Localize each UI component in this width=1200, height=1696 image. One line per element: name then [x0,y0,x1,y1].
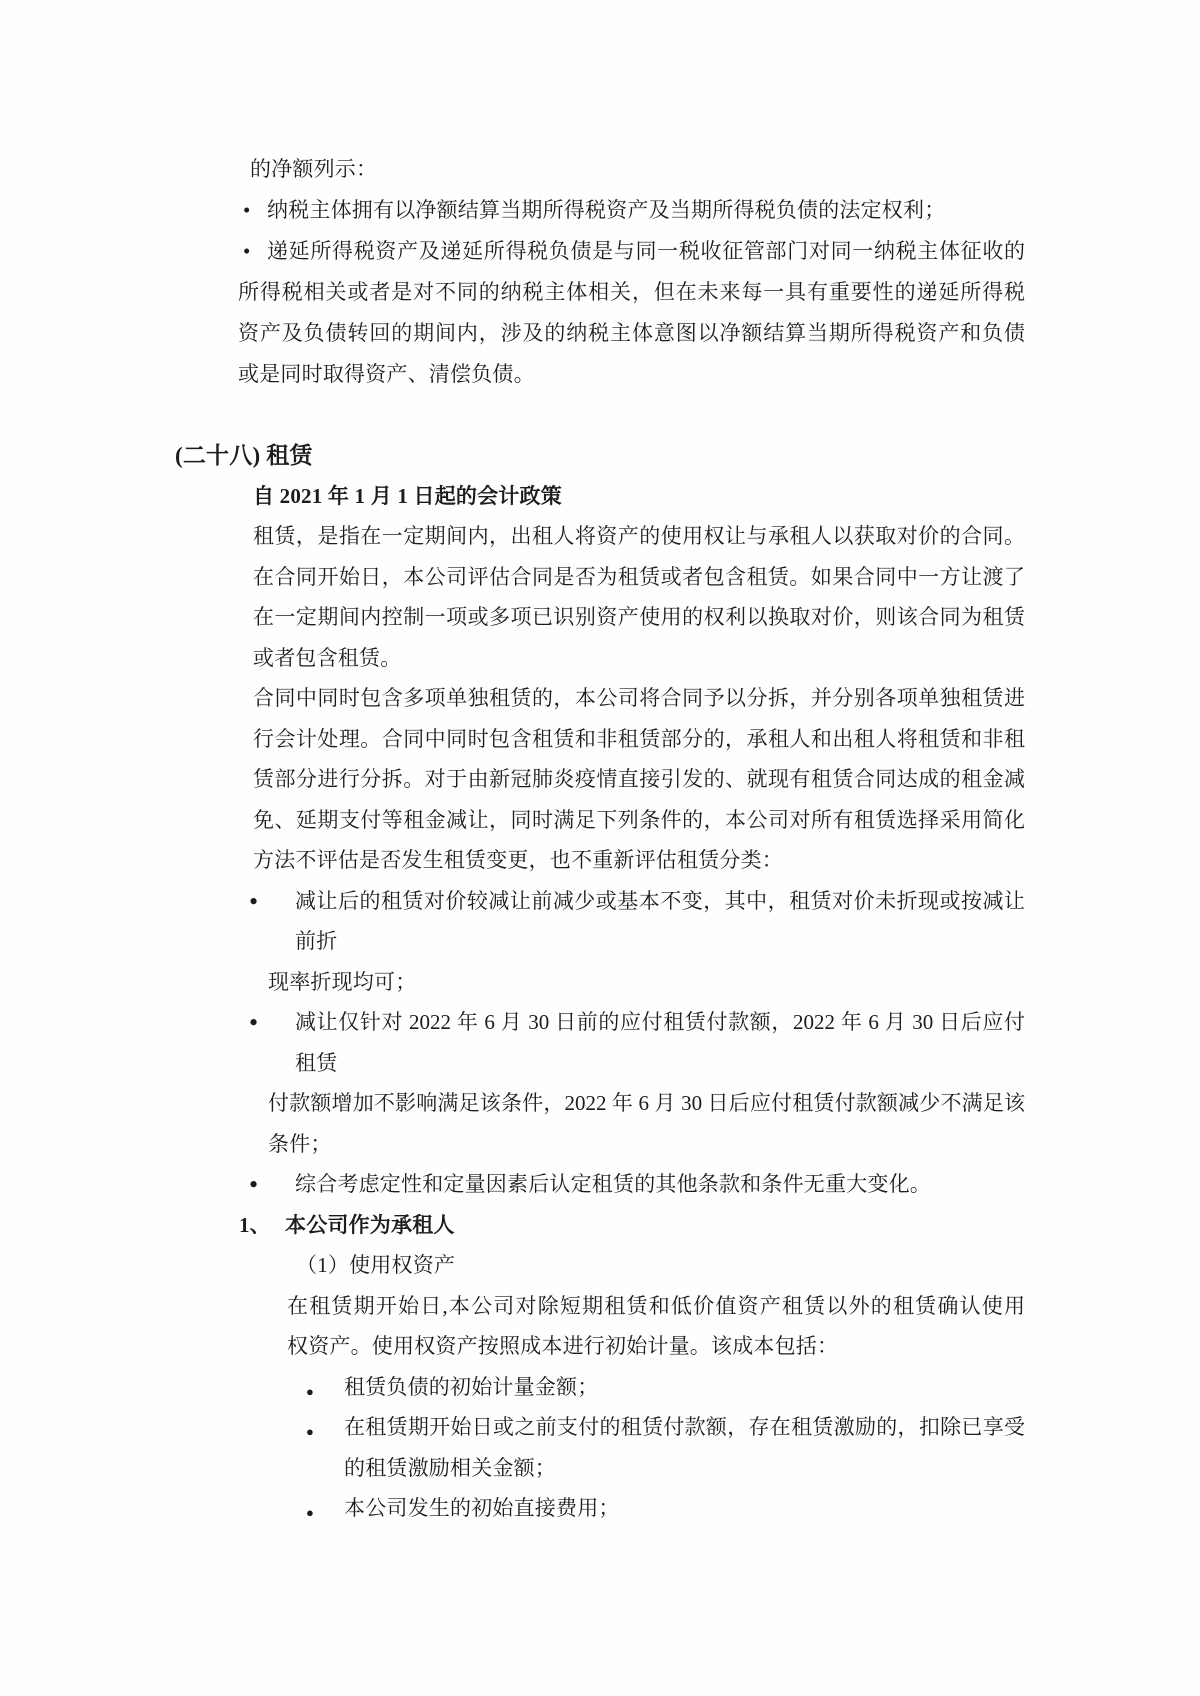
bullet-icon: ● [306,1505,314,1520]
text-line: 合同中同时包含多项单独租赁的，本公司将合同予以分拆，并分别各项单独租赁进 [253,686,1025,710]
text-line: 本公司作为承租人 [285,1212,455,1237]
text-line: 现率折现均可； [268,969,417,994]
text-line: 租赁 [295,1050,338,1075]
text-line: 在一定期间内控制一项或多项已识别资产使用的权利以换取对价，则该合同为租赁 [253,605,1025,629]
text-line: 减让仅针对 2022 年 6 月 30 日前的应付租赁付款额，2022 年 6 月 30 日后应付 [295,1010,1025,1034]
list-number: 1、 [239,1212,271,1237]
text-line: 权资产。使用权资产按照成本进行初始计量。该成本包括： [287,1334,839,1358]
text-line: （1）使用权资产 [296,1253,456,1277]
text-line: 或者包含租赁。 [253,645,402,670]
text-line: 租赁，是指在一定期间内，出租人将资产的使用权让与承租人以获取对价的合同。 [253,524,1025,548]
text-line: 所得税相关或者是对不同的纳税主体相关，但在未来每一具有重要性的递延所得税 [238,280,1025,304]
text-line: 租赁负债的初始计量金额； [344,1374,599,1399]
text-line: 在租赁期开始日或之前支付的租赁付款额，存在租赁激励的，扣除已享受 [344,1415,1025,1439]
bullet-icon: ● [306,1424,314,1439]
bullet-icon: • [243,198,251,222]
text-line: 减让后的租赁对价较减让前减少或基本不变，其中，租赁对价未折现或按减让 [295,888,1025,913]
bullet-icon: • [249,1008,259,1037]
text-line: 在合同开始日，本公司评估合同是否为租赁或者包含租赁。如果合同中一方让渡了 [253,564,1025,589]
text-line: 付款额增加不影响满足该条件，2022 年 6 月 30 日后应付租赁付款额减少不满足该 [268,1091,1025,1115]
text-line: 资产及负债转回的期间内，涉及的纳税主体意图以净额结算当期所得税资产和负债 [238,321,1025,345]
text-line: 纳税主体拥有以净额结算当期所得税资产及当期所得税负债的法定权利； [267,198,946,222]
text-line: 条件； [268,1131,332,1156]
text-line: 自 2021 年 1 月 1 日起的会计政策 [253,483,562,508]
bullet-icon: • [243,239,251,263]
text-line: 方法不评估是否发生租赁变更，也不重新评估租赁分类： [253,848,783,872]
text-line: 行会计处理。合同中同时包含租赁和非租赁部分的，承租人和出租人将租赁和非租 [253,726,1025,751]
bullet-icon: • [249,1170,259,1199]
text-line: 递延所得税资产及递延所得税负债是与同一税收征管部门对同一纳税主体征收的 [267,239,1025,263]
text-line: 或是同时取得资产、清偿负债。 [238,362,535,386]
text-line: 的租赁激励相关金额； [344,1455,556,1480]
text-line: 免、延期支付等租金减让，同时满足下列条件的，本公司对所有租赁选择采用简化 [253,807,1025,832]
text-line: 综合考虑定性和定量因素后认定租赁的其他条款和条件无重大变化。 [295,1172,931,1196]
bullet-icon: • [249,886,259,916]
text-line: 前折 [295,929,338,953]
text-line: 的净额列示： [250,157,378,181]
text-line: 赁部分进行分拆。对于由新冠肺炎疫情直接引发的、就现有租赁合同达成的租金减 [253,767,1025,791]
text-line: (二十八) 租赁 [175,443,313,468]
text-line: 在租赁期开始日,本公司对除短期租赁和低价值资产租赁以外的租赁确认使用 [287,1293,1025,1318]
bullet-icon: ● [306,1383,314,1399]
text-line: 本公司发生的初始直接费用； [344,1496,620,1520]
